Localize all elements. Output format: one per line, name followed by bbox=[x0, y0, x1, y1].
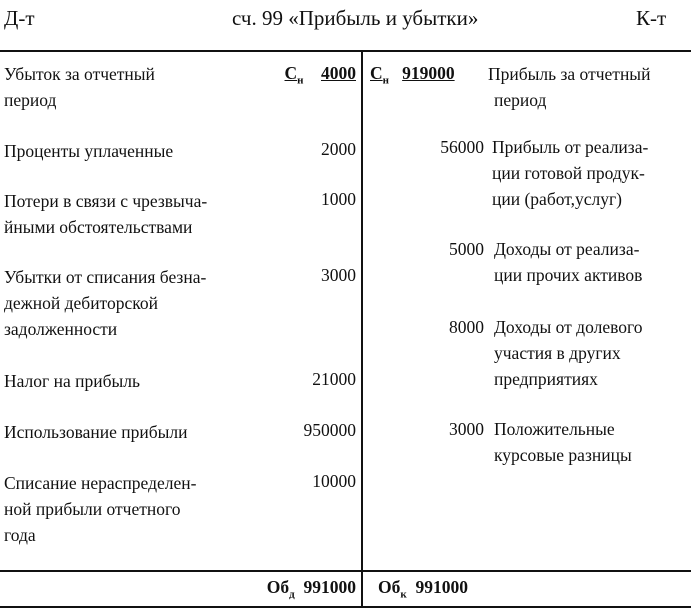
debit-row-value: 10000 bbox=[312, 471, 356, 491]
debit-opening-value: 4000 bbox=[321, 63, 356, 83]
turnover-rule bbox=[0, 570, 691, 572]
debit-row-label: Потери в связи с чрезвыча- йными обстоятельствами bbox=[4, 191, 208, 237]
debit-row-label: Убыток за отчетный период bbox=[4, 64, 155, 110]
debit-row-value: 2000 bbox=[321, 139, 356, 159]
debit-row-label: Убытки от списания безна- дежной дебиторской задолженности bbox=[4, 267, 207, 339]
credit-opening-label: $С_н$ bbox=[370, 63, 389, 87]
top-rule bbox=[0, 50, 691, 52]
credit-row-label: Доходы от реализа- ции прочих активов bbox=[494, 239, 643, 285]
credit-row-label: Прибыль за отчетный период bbox=[488, 64, 651, 110]
debit-row-value: 950000 bbox=[303, 420, 356, 440]
center-divider bbox=[361, 52, 363, 607]
credit-header: К-т bbox=[636, 6, 667, 30]
credit-turnover-label: $Об_к$ bbox=[378, 577, 407, 601]
debit-row-value: 1000 bbox=[321, 189, 356, 209]
account-title: сч. 99 «Прибыль и убытки» bbox=[232, 6, 479, 30]
credit-row-value: 5000 bbox=[449, 239, 484, 259]
credit-turnover-value: 991000 bbox=[415, 577, 468, 597]
debit-row-label: Проценты уплаченные bbox=[4, 141, 174, 161]
credit-opening-value: 919000 bbox=[402, 63, 455, 83]
credit-row-value: 8000 bbox=[449, 317, 484, 337]
credit-row-label: Прибыль от реализа- ции готовой продук- ции (работ,услуг) bbox=[492, 137, 649, 209]
debit-row-value: 21000 bbox=[312, 369, 356, 389]
credit-row-label: Положительные курсовые разницы bbox=[494, 419, 632, 465]
debit-row-label: Налог на прибыль bbox=[4, 371, 140, 391]
credit-row-label: Доходы от долевого участия в других предприятиях bbox=[494, 317, 643, 389]
debit-row-label: Использование прибыли bbox=[4, 422, 188, 442]
debit-header: Д-т bbox=[4, 6, 35, 30]
debit-row-label: Списание нераспределен- ной прибыли отчетного года bbox=[4, 473, 197, 545]
debit-turnover-value: 991000 bbox=[303, 577, 356, 597]
credit-opening-balance bbox=[370, 60, 455, 94]
debit-opening-label: $С_н$ bbox=[284, 63, 304, 87]
debit-turnover bbox=[200, 574, 356, 608]
credit-row-value: 3000 bbox=[449, 419, 484, 439]
debit-opening-balance bbox=[250, 60, 356, 94]
credit-row-value: 56000 bbox=[440, 137, 484, 157]
debit-turnover-label: $Об_д$ bbox=[266, 577, 295, 601]
credit-turnover bbox=[378, 574, 468, 608]
debit-row-value: 3000 bbox=[321, 265, 356, 285]
